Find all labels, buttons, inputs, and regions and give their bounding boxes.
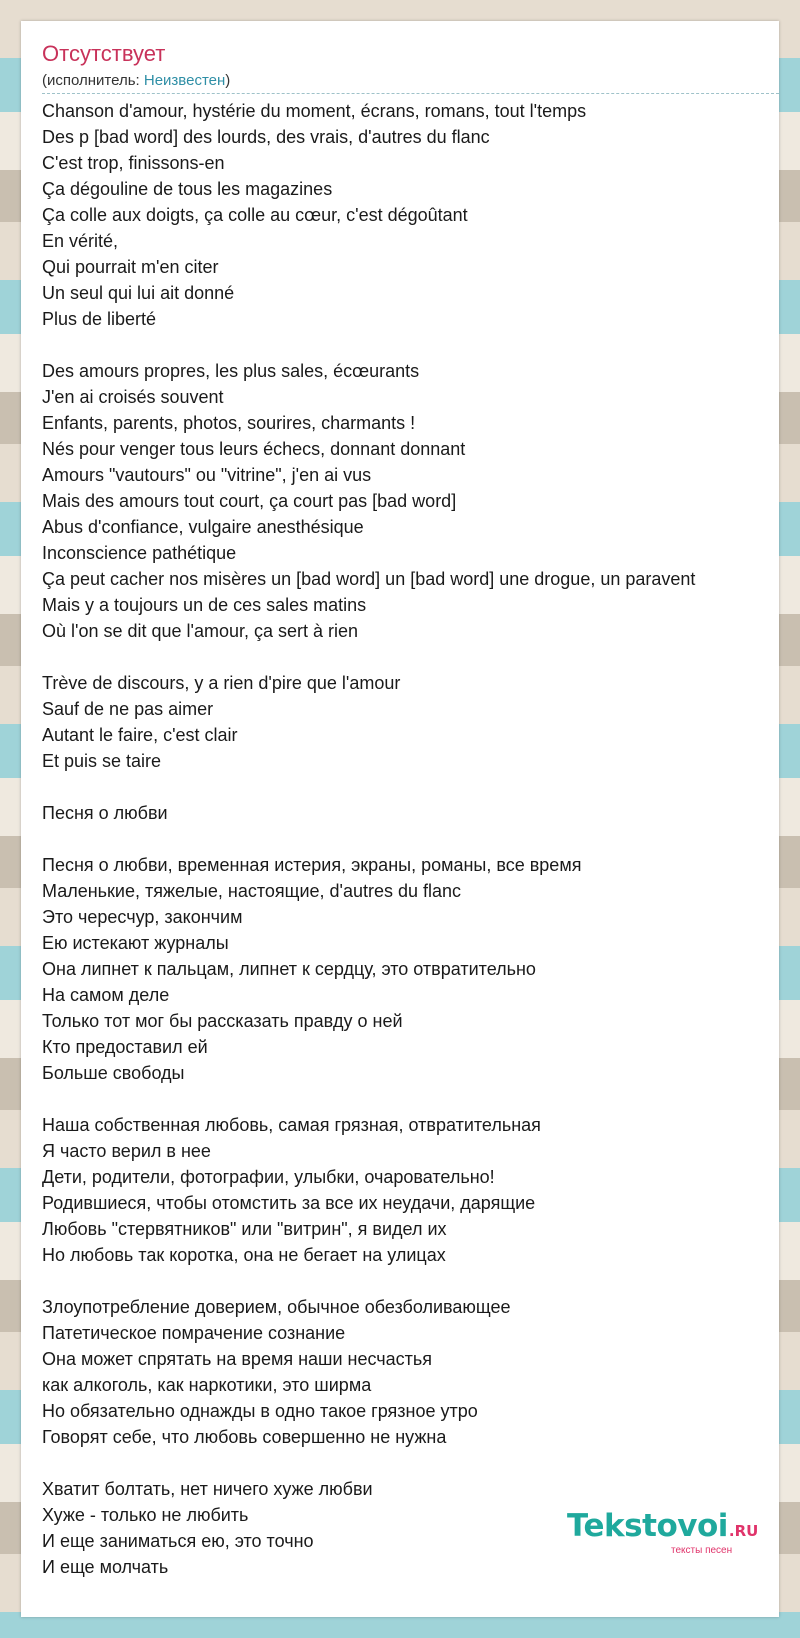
lyric-line: En vérité,: [42, 231, 119, 251]
lyric-line: Mais des amours tout court, ça court pas [bad word]: [42, 491, 457, 511]
lyric-line: Родившиеся, чтобы отомстить за все их неудачи, дарящие: [42, 1193, 536, 1213]
lyric-line: Кто предоставил ей: [42, 1037, 208, 1057]
lyric-line: Песня о любви: [42, 803, 168, 823]
blank-line: [42, 826, 779, 852]
title-divider: [42, 93, 779, 94]
lyric-line: Она может спрятать на время наши несчастья: [42, 1349, 433, 1369]
song-title: Отсутствует: [42, 41, 166, 66]
lyric-line: Любовь "стервятников" или "витрин", я видел их: [42, 1219, 447, 1239]
artist-suffix: ): [225, 72, 231, 89]
lyric-line: Plus de liberté: [42, 309, 157, 329]
lyric-line: Но обязательно однажды в одно такое грязное утро: [42, 1401, 478, 1421]
lyric-line: Nés pour venger tous leurs échecs, donnant donnant: [42, 439, 466, 459]
lyric-line: Et puis se taire: [42, 751, 162, 771]
artist-line: [42, 72, 230, 89]
lyric-line: Но любовь так коротка, она не бегает на улицах: [42, 1245, 446, 1265]
logo-tagline: тексты песен: [671, 1545, 733, 1556]
lyric-line: Chanson d'amour, hystérie du moment, écrans, romans, tout l'temps: [42, 101, 587, 121]
lyric-line: Наша собственная любовь, самая грязная, отвратительная: [42, 1115, 541, 1135]
lyric-line: Amours "vautours" ou "vitrine", j'en ai vus: [42, 465, 372, 485]
artist-link[interactable]: Неизвестен: [143, 72, 226, 89]
lyrics-card: [21, 21, 779, 1617]
lyric-line: Inconscience pathétique: [42, 543, 237, 563]
lyric-line: Патетическое помрачение сознание: [42, 1323, 346, 1343]
lyric-line: Des p [bad word] des lourds, des vrais, d'autres du flanc: [42, 127, 490, 147]
lyric-line: Говорят себе, что любовь совершенно не нужна: [42, 1427, 447, 1447]
lyric-line: J'en ai croisés souvent: [42, 387, 224, 407]
blank-line: [42, 1450, 779, 1476]
lyric-line: Это чересчур, закончим: [42, 907, 243, 927]
lyric-line: Sauf de ne pas aimer: [42, 699, 214, 719]
lyric-line: Où l'on se dit que l'amour, ça sert à rien: [42, 621, 359, 641]
lyric-line: Qui pourrait m'en citer: [42, 257, 219, 277]
lyric-line: На самом деле: [42, 985, 170, 1005]
lyric-line: И еще заниматься ею, это точно: [42, 1531, 314, 1551]
blank-line: [42, 332, 779, 358]
lyric-line: Enfants, parents, photos, sourires, charmants !: [42, 413, 416, 433]
logo-tld: .RU: [728, 1522, 759, 1540]
lyric-line: Дети, родители, фотографии, улыбки, очаровательно!: [42, 1167, 495, 1187]
lyric-line: Un seul qui lui ait donné: [42, 283, 235, 303]
lyric-line: Mais y a toujours un de ces sales matins: [42, 595, 367, 615]
lyric-line: Больше свободы: [42, 1063, 185, 1083]
lyric-line: Ею истекают журналы: [42, 933, 229, 953]
blank-line: [42, 1086, 779, 1112]
lyric-line: Маленькие, тяжелые, настоящие, d'autres du flanc: [42, 881, 462, 901]
lyric-line: Я часто верил в нее: [42, 1141, 211, 1161]
lyric-line: Только тот мог бы рассказать правду о ней: [42, 1011, 403, 1031]
lyric-line: как алкоголь, как наркотики, это ширма: [42, 1375, 372, 1395]
artist-prefix: (исполнитель:: [42, 72, 144, 89]
lyric-line: Хуже - только не любить: [42, 1505, 249, 1525]
lyric-line: Trève de discours, y a rien d'pire que l'amour: [42, 673, 401, 693]
blank-line: [42, 1268, 779, 1294]
lyrics-text: [42, 98, 779, 1580]
lyric-line: И еще молчать: [42, 1557, 169, 1577]
lyric-line: Песня о любви, временная истерия, экраны, романы, все время: [42, 855, 582, 875]
lyric-line: Abus d'confiance, vulgaire anesthésique: [42, 517, 364, 537]
blank-line: [42, 644, 779, 670]
lyric-line: Autant le faire, c'est clair: [42, 725, 238, 745]
lyric-line: C'est trop, finissons-en: [42, 153, 225, 173]
lyric-line: Ça colle aux doigts, ça colle au cœur, c'est dégoûtant: [42, 205, 468, 225]
logo-name: Tekstovoi: [567, 1508, 728, 1544]
site-logo[interactable]: [567, 1508, 759, 1556]
lyric-line: Хватит болтать, нет ничего хуже любви: [42, 1479, 373, 1499]
lyric-line: Ça peut cacher nos misères un [bad word] un [bad word] une drogue, un paravent: [42, 569, 696, 589]
lyric-line: Злоупотребление доверием, обычное обезболивающее: [42, 1297, 511, 1317]
lyric-line: Des amours propres, les plus sales, écœurants: [42, 361, 420, 381]
lyric-line: Ça dégouline de tous les magazines: [42, 179, 333, 199]
lyric-line: Она липнет к пальцам, липнет к сердцу, это отвратительно: [42, 959, 536, 979]
blank-line: [42, 774, 779, 800]
